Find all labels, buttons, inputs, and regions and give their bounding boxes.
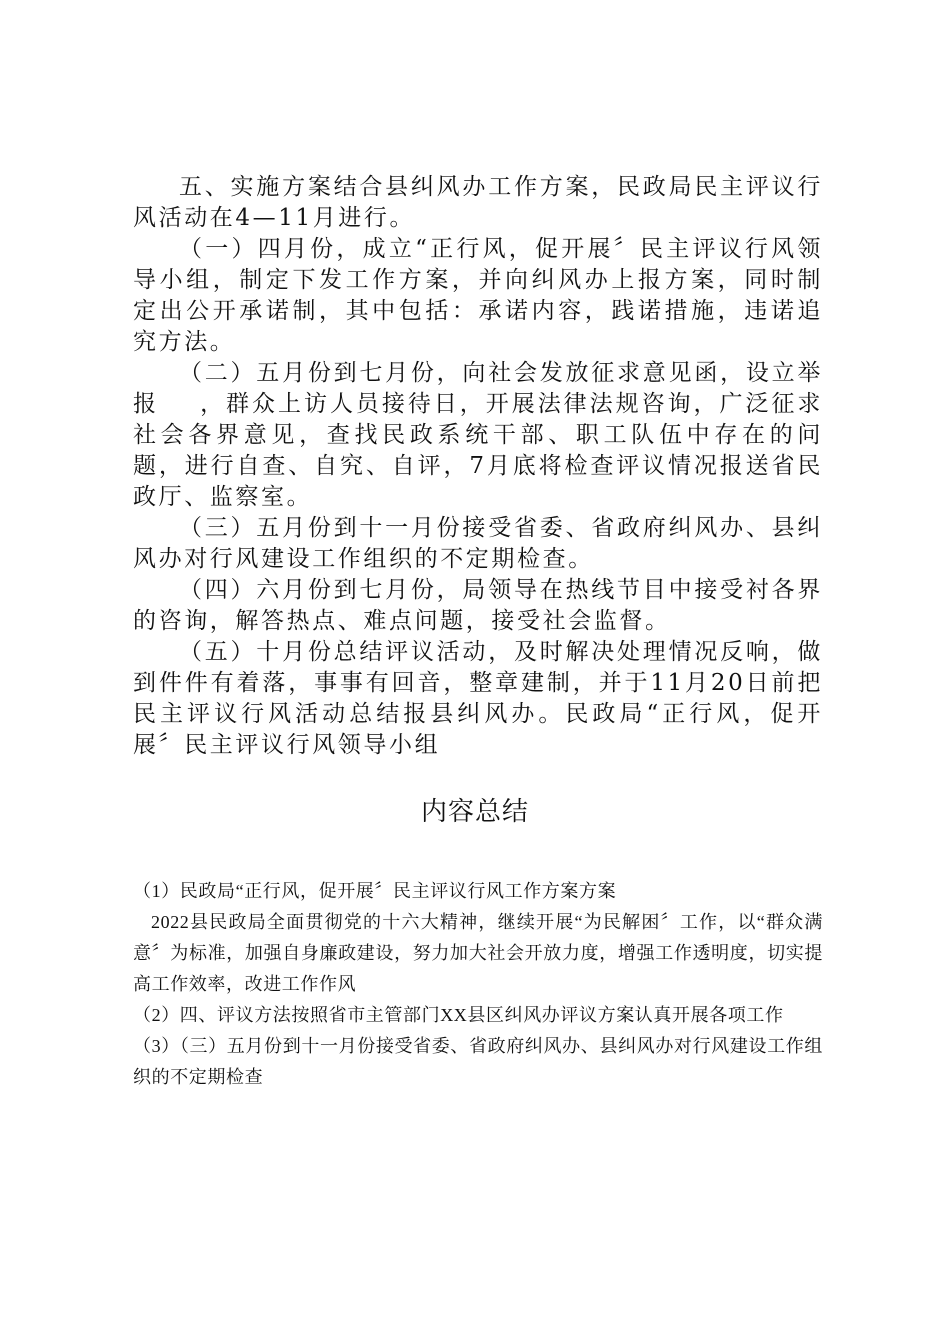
summary-item-1-text: 2022县民政局全面贯彻党的十六大精神，继续开展“为民解困〞工作，以“群众满意〞为标准，加强自身廉政建设，努力加大社会开放力度，增强工作透明度，切实提高工作效率，改进工作作风 (133, 912, 823, 994)
paragraph-october: （五）十月份总结评议活动，及时解决处理情况反响，做到件件有着落，事事有回音，整章建制，并于11月20日前把民主评议行风活动总结报县纠风办。民政局“正行风，促开展〞民主评议行风领导小组 (133, 639, 823, 758)
paragraph-april: （一）四月份，成立“正行风，促开展〞民主评议行风领导小组，制定下发工作方案，并向纠风办上报方案，同时制定出公开承诺制，其中包括：承诺内容，践诺措施，违诺追究方法。 (133, 236, 823, 355)
summary-body (133, 876, 823, 1093)
paragraph-implementation-plan: 五、实施方案结合县纠风办工作方案，民政局民主评议行风活动在4—11月进行。 (133, 174, 823, 231)
summary-item-2: （2）四、评议方法按照省市主管部门XX县区纠风办评议方案认真开展各项工作 (133, 1005, 784, 1025)
summary-item-3: （3）（三）五月份到十一月份接受省委、省政府纠风办、县纠风办对行风建设工作组织的不定期检查 (133, 1036, 823, 1087)
summary-item-1-heading: （1）民政局“正行风，促开展〞民主评议行风工作方案方案 (133, 881, 617, 901)
paragraph-may-november: （三）五月份到十一月份接受省委、省政府纠风办、县纠风办对行风建设工作组织的不定期检查。 (133, 515, 823, 572)
summary-title: 内容总结 (420, 797, 529, 827)
paragraph-june-july: （四）六月份到七月份，局领导在热线节目中接受衬各界的咨询，解答热点、难点问题，接受社会监督。 (133, 577, 823, 634)
document-body (133, 172, 823, 761)
paragraph-may-july: （二）五月份到七月份，向社会发放征求意见函，设立举报 ，群众上访人员接待日，开展法律法规咨询，广泛征求社会各界意见，查找民政系统干部、职工队伍中存在的问题，进行自查、自究、自评，7月底将检查评议情况报送省民政厅、监察室。 (133, 360, 823, 510)
